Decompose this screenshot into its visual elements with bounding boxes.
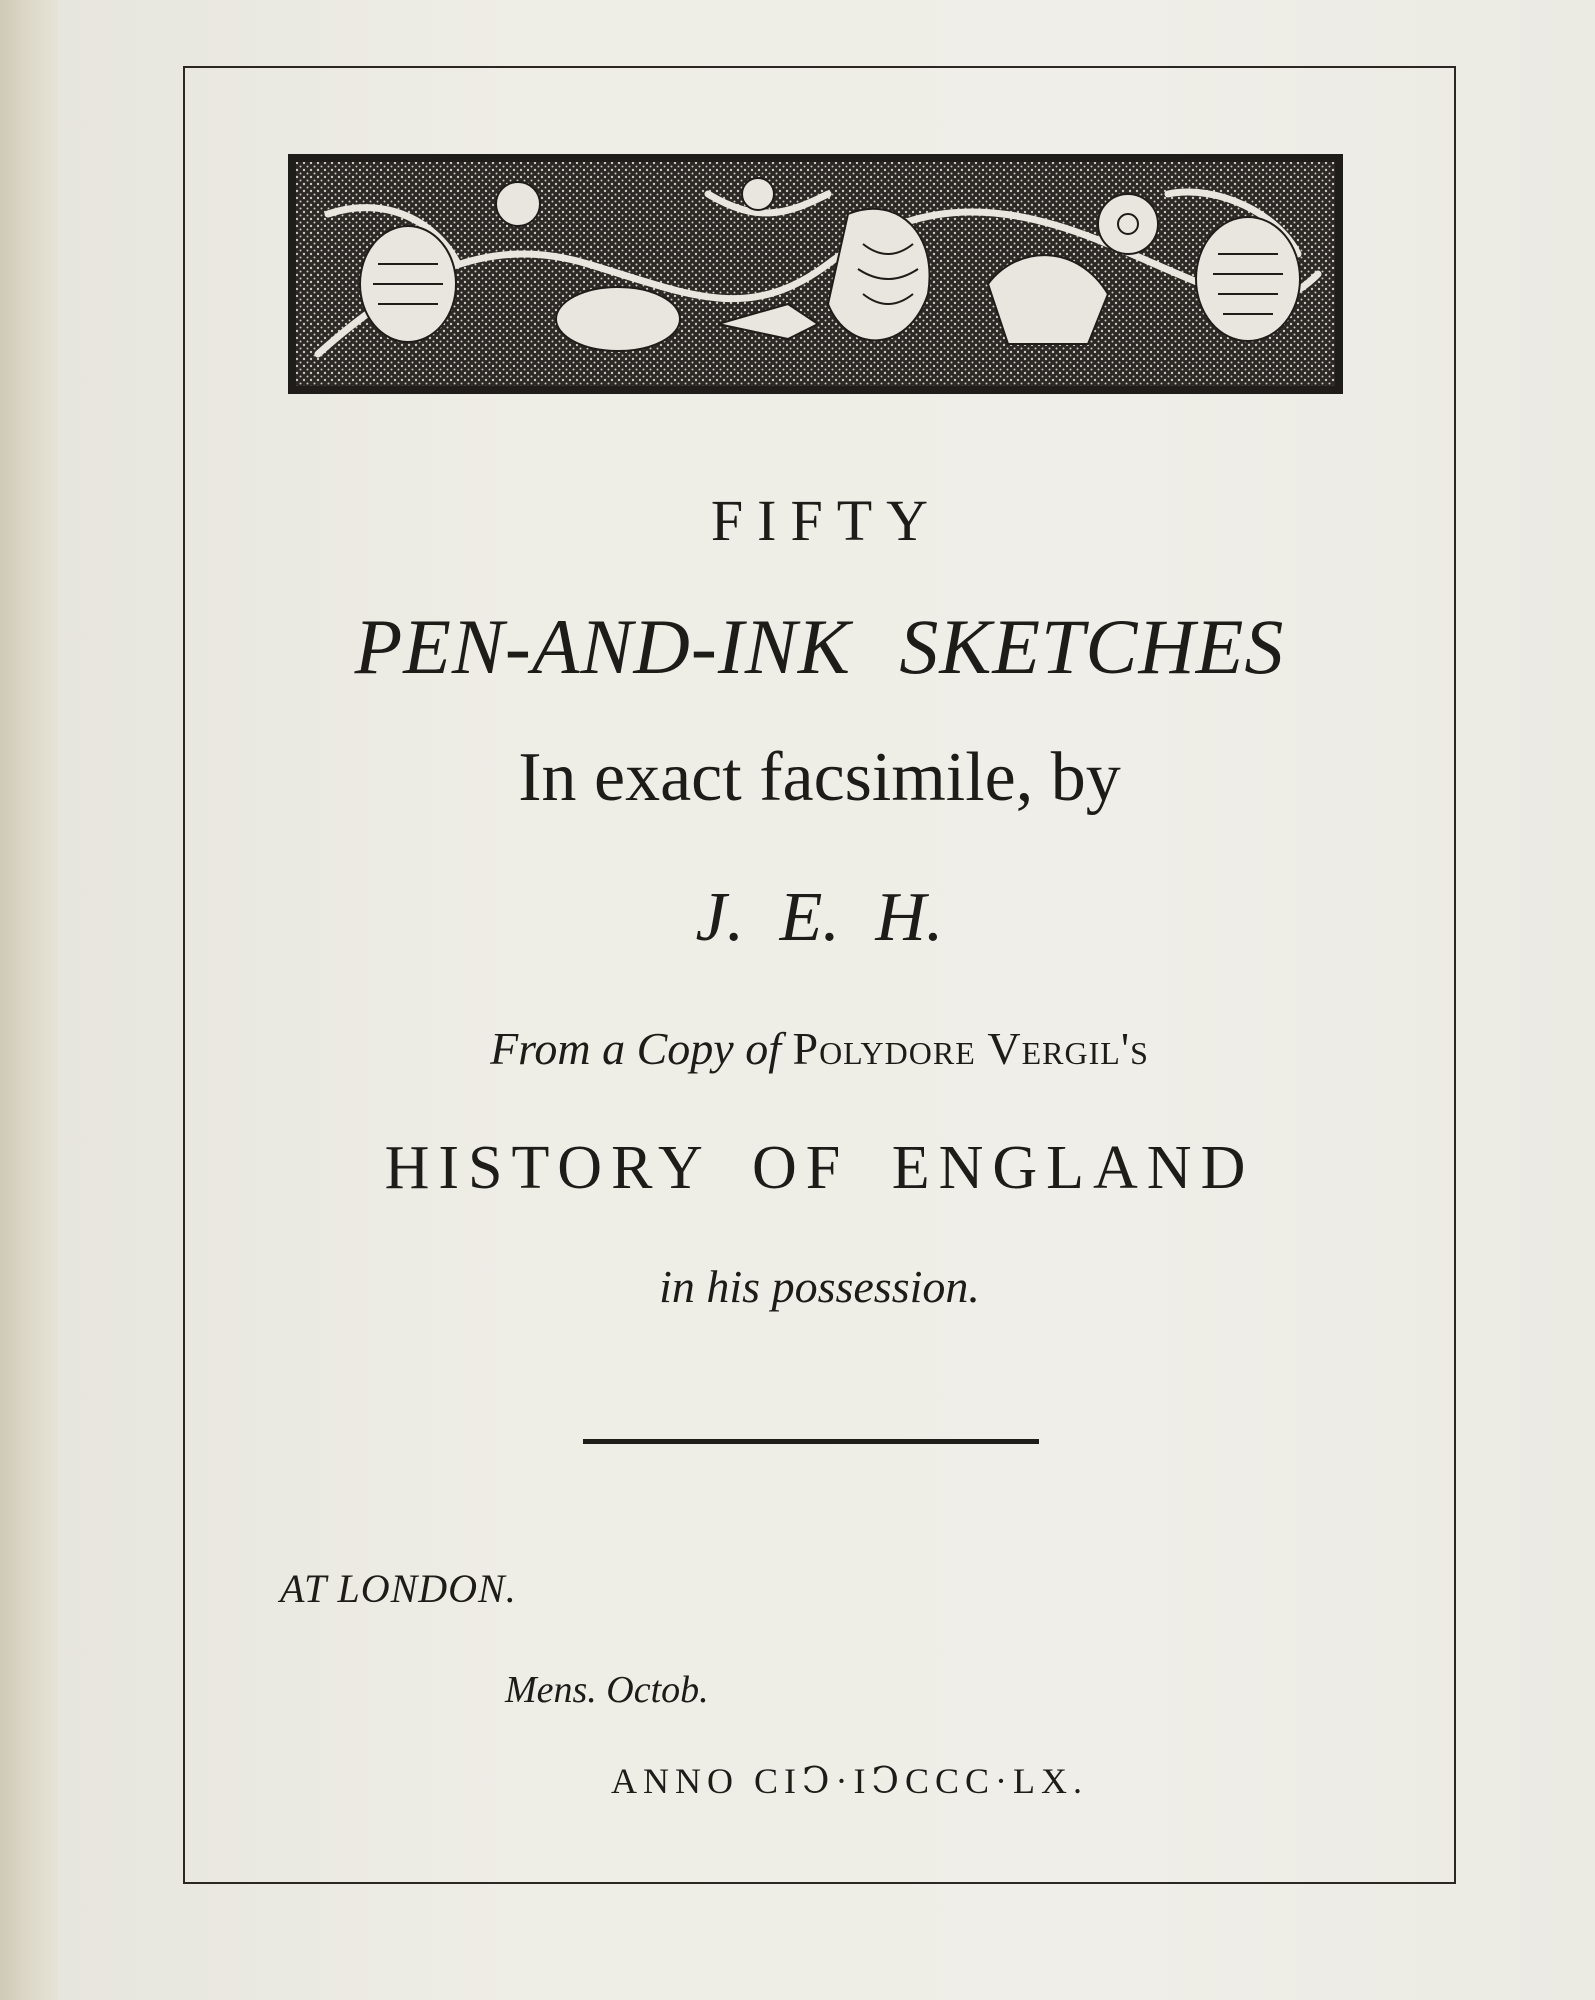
title-line-fifty: FIFTY bbox=[710, 488, 943, 553]
book-gutter bbox=[0, 0, 58, 2000]
imprint-year: ANNO CIↃ·IↃCCC·LX. bbox=[610, 1761, 1089, 1801]
ornamental-headpiece-image bbox=[288, 154, 1343, 394]
source-line-italic: From a Copy of bbox=[490, 1023, 781, 1074]
title-line-possession: in his possession. bbox=[659, 1261, 980, 1312]
horizontal-rule bbox=[583, 1439, 1039, 1444]
title-line-facsimile: In exact facsimile, by bbox=[518, 739, 1121, 816]
title-line-sketches: PEN-AND-INK SKETCHES bbox=[354, 603, 1285, 690]
imprint-month: Mens. Octob. bbox=[505, 1669, 709, 1711]
author-initials: J. E. H. bbox=[695, 879, 944, 956]
imprint-place: AT LONDON. bbox=[280, 1566, 517, 1611]
source-line-author: Polydore Vergil's bbox=[792, 1023, 1149, 1074]
title-line-history: HISTORY OF ENGLAND bbox=[384, 1134, 1255, 1202]
source-line bbox=[183, 1022, 1456, 1075]
